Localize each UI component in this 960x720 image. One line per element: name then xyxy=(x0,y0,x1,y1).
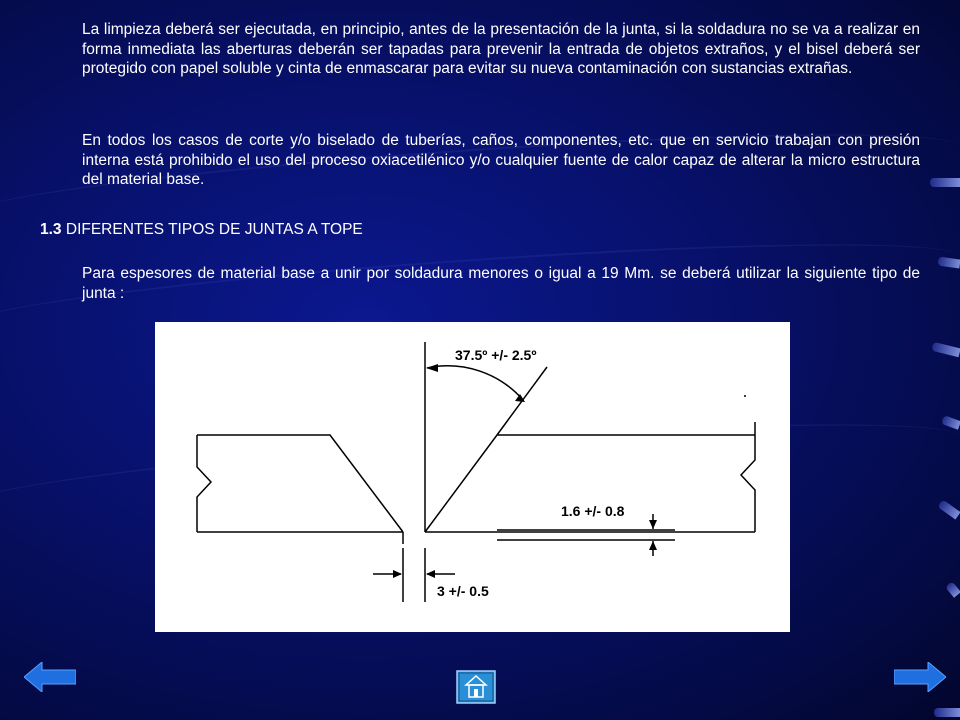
left-plate-outline xyxy=(197,435,403,532)
right-arrow-icon xyxy=(894,662,946,692)
paragraph-joint-type: Para espesores de material base a unir por soldadura menores o igual a 19 Mm. se deberá utilizar la siguiente tipo de junta : xyxy=(82,265,920,302)
right-break-line xyxy=(741,422,755,532)
butt-joint-diagram xyxy=(155,322,790,632)
edge-decoration xyxy=(937,257,960,269)
section-number: 1.3 xyxy=(40,221,62,238)
gap-dimension-label: 3 +/- 0.5 xyxy=(437,583,489,599)
previous-button[interactable] xyxy=(24,662,76,692)
edge-decoration xyxy=(934,708,960,717)
angle-arrow-head xyxy=(426,364,438,372)
left-arrow-icon xyxy=(24,662,76,692)
edge-decoration xyxy=(930,178,960,187)
stray-dot xyxy=(744,395,746,397)
next-button[interactable] xyxy=(894,662,946,692)
home-button[interactable] xyxy=(456,670,496,704)
left-break-line xyxy=(197,435,211,532)
angle-dimension-label: 37.5º +/- 2.5º xyxy=(455,347,537,363)
land-dimension-label: 1.6 +/- 0.8 xyxy=(561,503,625,519)
angle-arc xyxy=(427,366,523,400)
joint-drawing xyxy=(155,322,790,632)
gap-arrow-head-right xyxy=(426,570,435,578)
edge-decoration xyxy=(931,342,960,358)
gap-arrow-head-left xyxy=(393,570,402,578)
paragraph-cleaning: La limpieza deberá ser ejecutada, en principio, antes de la presentación de la junta, si la soldadura no se va a realizar en forma inmediata las aberturas deberán ser tapadas para prevenir la entrada de objetos extraños, y el bisel deberá ser protegido con papel soluble y cinta de enmascarar para evitar su nueva contaminación con sustancias extrañas. xyxy=(82,21,920,77)
paragraph-cutting: En todos los casos de corte y/o biselado de tuberías, caños, componentes, etc. que en servicio trabajan con presión interna está prohibido el uso del proceso oxiacetilénico y/o cualquier fuente de calor capaz de alterar la micro estructura del material base. xyxy=(82,132,920,188)
land-arrow-head-bottom xyxy=(649,541,657,550)
edge-decoration xyxy=(945,581,960,598)
section-title: DIFERENTES TIPOS DE JUNTAS A TOPE xyxy=(65,221,363,238)
land-arrow-head-top xyxy=(649,520,657,529)
edge-decoration xyxy=(937,500,960,520)
edge-decoration xyxy=(941,415,960,430)
home-icon xyxy=(456,670,496,704)
section-heading xyxy=(40,220,363,240)
